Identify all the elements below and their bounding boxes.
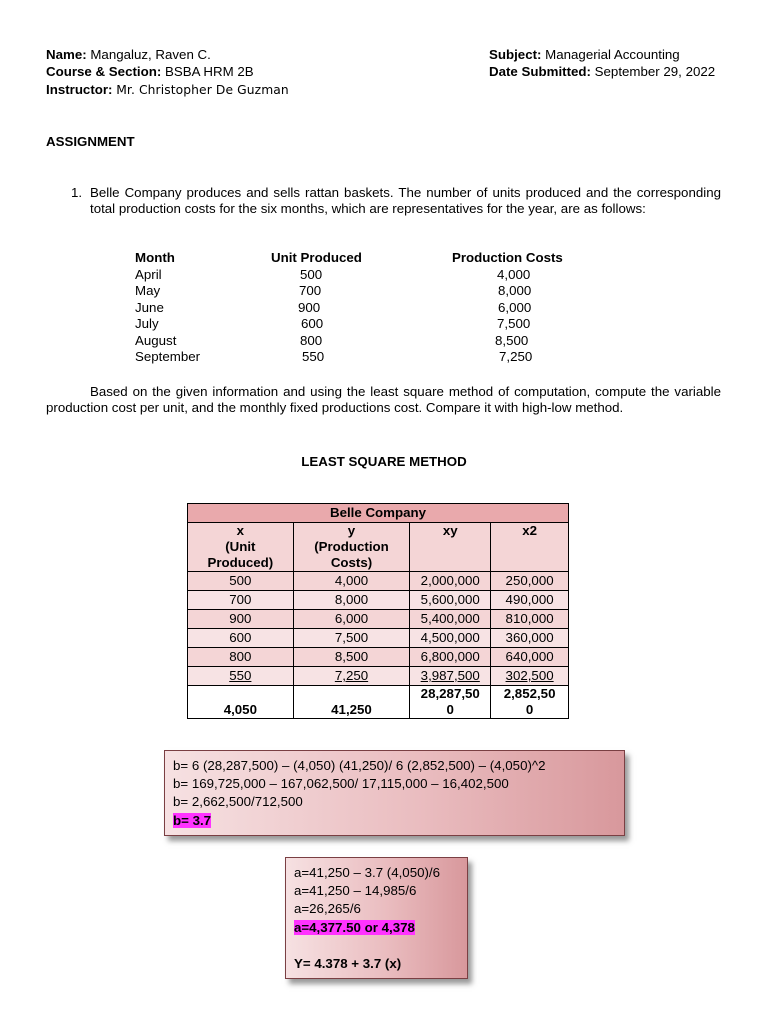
a-line-1: a=41,250 – 3.7 (4,050)/6	[294, 865, 441, 880]
cost-cell: 7,250	[499, 349, 533, 364]
x-cell: 500	[188, 572, 294, 591]
col-y-sub1: (Production	[314, 539, 389, 554]
subject-label: Subject:	[489, 47, 542, 62]
col-x2-header: x2	[491, 523, 569, 572]
table-row	[188, 667, 569, 686]
x2-cell	[491, 667, 569, 686]
x2-cell: 640,000	[491, 648, 569, 667]
units-cell: 900	[298, 299, 321, 315]
x2-value: 302,500	[505, 668, 554, 683]
month-cell: June	[135, 299, 164, 315]
x-cell: 700	[188, 591, 294, 610]
instructor-label: Instructor:	[46, 82, 113, 97]
subject-line	[489, 46, 680, 63]
table-row	[188, 648, 569, 667]
col-x-header	[188, 523, 294, 572]
x2-cell: 250,000	[491, 572, 569, 591]
x2-cell: 810,000	[491, 610, 569, 629]
x2-cell: 360,000	[491, 629, 569, 648]
cost-cell: 6,000	[498, 299, 532, 315]
total-x2-line1: 2,852,50	[503, 686, 556, 701]
total-y: 41,250	[293, 686, 410, 719]
total-xy	[410, 686, 491, 719]
units-header: Unit Produced	[271, 250, 362, 265]
xy-cell: 4,500,000	[410, 629, 491, 648]
x-cell: 800	[188, 648, 294, 667]
month-cell: September	[135, 349, 201, 364]
question-number: 1.	[71, 185, 83, 200]
question-text: Belle Company produces and sells rattan baskets. The number of units produced and the corresponding total production costs for the six months, which are representatives for the year, are as follows:	[90, 185, 721, 217]
cost-cell: 8,000	[498, 283, 532, 298]
col-y-label: y	[347, 523, 356, 538]
regression-equation: Y= 4.378 + 3.7 (x)	[294, 956, 402, 971]
instructor-line	[46, 81, 289, 99]
name-label: Name:	[46, 47, 87, 62]
course-label: Course & Section:	[46, 64, 162, 79]
y-cell: 6,000	[293, 610, 410, 629]
b-result: b= 3.7	[173, 813, 212, 828]
y-cell: 4,000	[293, 572, 410, 591]
month-cell: May	[135, 283, 161, 298]
cost-cell: 4,000	[497, 266, 531, 282]
b-line-3: b= 2,662,500/712,500	[173, 794, 303, 809]
month-cell: April	[135, 266, 162, 282]
x-cell	[188, 667, 294, 686]
section-title: LEAST SQUARE METHOD	[301, 454, 467, 469]
table-row	[188, 572, 569, 591]
col-x-sub1: (Unit	[225, 539, 256, 554]
x-cell: 900	[188, 610, 294, 629]
table-row	[188, 591, 569, 610]
name-line	[46, 46, 211, 63]
instruction-text: Based on the given information and using the least square method of computation, compute the variable production cost per unit, and the monthly fixed productions cost. Compare it with high-low method.	[46, 384, 721, 416]
a-computation-box	[285, 857, 468, 979]
name-value: Mangaluz, Raven C.	[90, 47, 211, 62]
x2-cell: 490,000	[491, 591, 569, 610]
total-xy-line1: 28,287,50	[420, 686, 480, 701]
assignment-title: ASSIGNMENT	[46, 134, 135, 149]
x-cell: 600	[188, 629, 294, 648]
units-cell: 500	[300, 266, 323, 282]
subject-value: Managerial Accounting	[545, 47, 680, 62]
total-x2-line2: 0	[525, 702, 534, 717]
month-cell: August	[135, 332, 177, 348]
total-x2	[491, 686, 569, 719]
a-line-3: a=26,265/6	[294, 901, 361, 916]
a-line-2: a=41,250 – 14,985/6	[294, 883, 417, 898]
cost-cell: 8,500	[495, 332, 529, 348]
col-x-label: x	[236, 523, 245, 538]
units-cell: 700	[299, 283, 322, 298]
xy-cell: 6,800,000	[410, 648, 491, 667]
xy-cell	[410, 667, 491, 686]
units-cell: 600	[301, 316, 324, 331]
table-row	[188, 629, 569, 648]
date-label: Date Submitted:	[489, 64, 591, 79]
y-cell: 8,500	[293, 648, 410, 667]
table-row	[188, 610, 569, 629]
b-line-1: b= 6 (28,287,500) – (4,050) (41,250)/ 6 (2,852,500) – (4,050)^2	[173, 758, 546, 773]
a-result: a=4,377.50 or 4,378	[294, 920, 415, 935]
x-value: 550	[229, 668, 252, 683]
date-line	[489, 63, 715, 80]
col-y-sub2: Costs)	[330, 555, 373, 570]
y-cell: 8,000	[293, 591, 410, 610]
course-line	[46, 63, 254, 80]
month-cell: July	[135, 316, 159, 331]
col-xy-header: xy	[410, 523, 491, 572]
table-caption: Belle Company	[188, 504, 569, 523]
xy-cell: 2,000,000	[410, 572, 491, 591]
b-line-2: b= 169,725,000 – 167,062,500/ 17,115,000 – 16,402,500	[173, 776, 509, 791]
cost-header: Production Costs	[452, 250, 563, 265]
b-computation-box	[164, 750, 625, 836]
units-cell: 550	[302, 349, 325, 364]
course-value: BSBA HRM 2B	[164, 64, 254, 79]
totals-row	[188, 686, 569, 719]
units-cell: 800	[300, 332, 323, 348]
month-header: Month	[135, 250, 175, 265]
date-value: September 29, 2022	[594, 64, 716, 79]
col-y-header	[293, 523, 410, 572]
cost-cell: 7,500	[497, 316, 531, 331]
instructor-value: Mr. Christopher De Guzman	[116, 83, 289, 97]
y-cell: 7,500	[293, 629, 410, 648]
total-x: 4,050	[188, 686, 294, 719]
y-cell	[293, 667, 410, 686]
y-value: 7,250	[334, 668, 369, 683]
xy-cell: 5,600,000	[410, 591, 491, 610]
xy-cell: 5,400,000	[410, 610, 491, 629]
total-xy-line2: 0	[446, 702, 454, 717]
col-x-sub2: Produced)	[207, 555, 274, 570]
xy-value: 3,987,500	[420, 668, 480, 683]
least-square-table	[187, 503, 569, 719]
